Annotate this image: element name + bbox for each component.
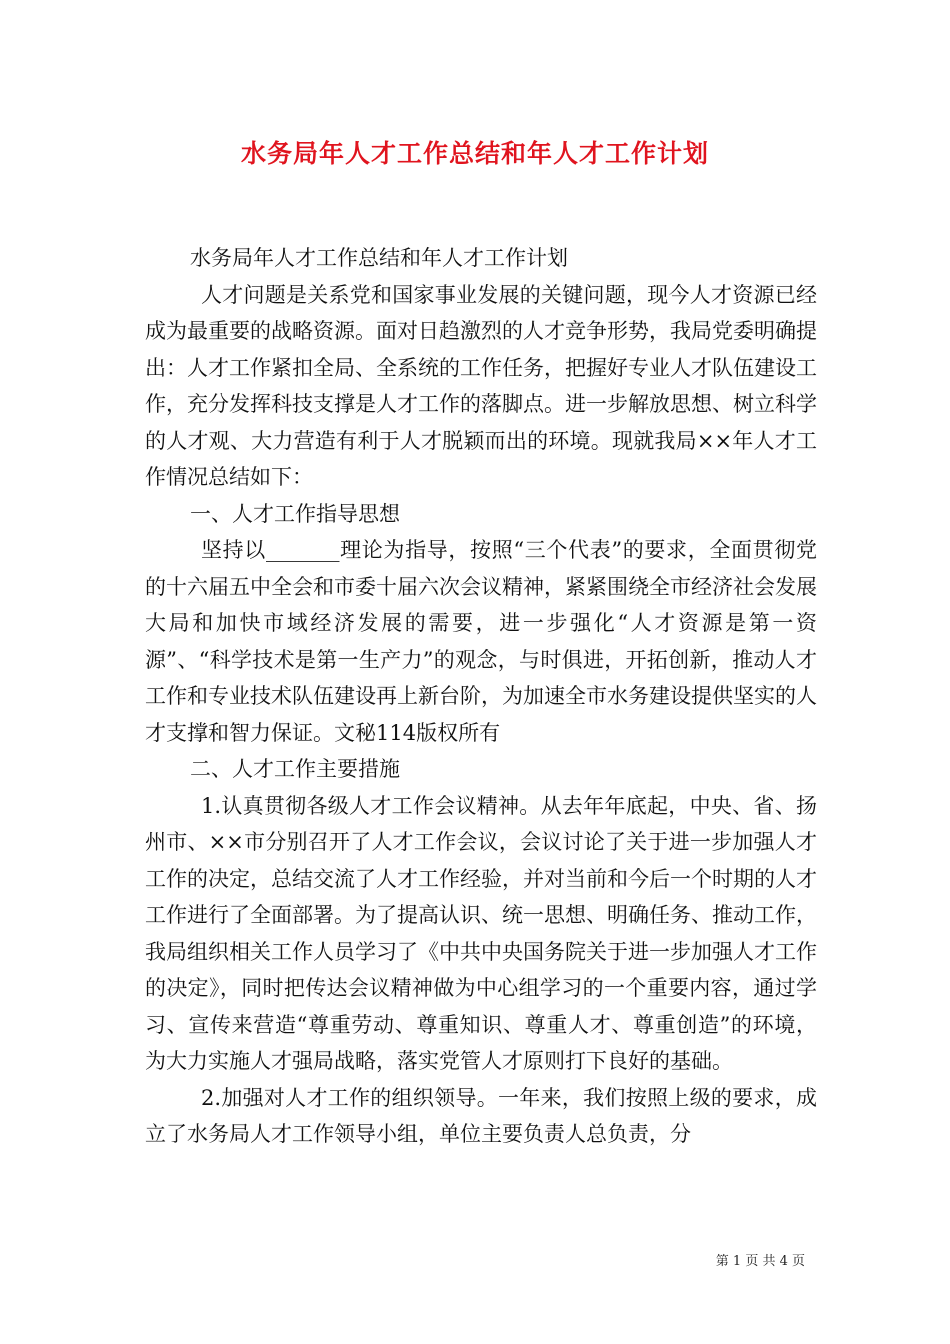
guiding-ideology-paragraph: 坚持以_______理论为指导，按照“三个代表”的要求，全面贯彻党的十六届五中全会和市委十届六次会议精神，紧紧围绕全市经济社会发展大局和加快市域经济发展的需要，进一步强化“人才资源是第一资源”、“科学技术是第一生产力”的观念，与时俱进，开拓创新，推动人才工作和专业技术队伍建设再上新台阶，为加速全市水务建设提供坚实的人才支撑和智力保证。文秘114版权所有 [145,538,817,745]
document-body [145,240,817,1153]
intro-paragraph: 人才问题是关系党和国家事业发展的关键问题，现今人才资源已经成为最重要的战略资源。面对日趋激烈的人才竞争形势，我局党委明确提出：人才工作紧扣全局、全系统的工作任务，把握好专业人才队伍建设工作，充分发挥科技支撑是人才工作的落脚点。进一步解放思想、树立科学的人才观、大力营造有利于人才脱颖而出的环境。现就我局××年人才工作情况总结如下： [145,282,817,489]
measure-item-2: 2.加强对人才工作的组织领导。一年来，我们按照上级的要求，成立了水务局人才工作领导小组，单位主要负责人总负责，分 [145,1085,817,1146]
document-subtitle: 水务局年人才工作总结和年人才工作计划 [190,246,568,270]
section-heading-main-measures: 二、人才工作主要措施 [190,757,400,781]
section-heading-guiding-ideology: 一、人才工作指导思想 [190,501,400,526]
measure-item-1: 1.认真贯彻各级人才工作会议精神。从去年年底起，中央、省、扬州市、××市分别召开了人才工作会议，会议讨论了关于进一步加强人才工作的决定，总结交流了人才工作经验，并对当前和今后一个时期的人才工作进行了全面部署。为了提高认识、统一思想、明确任务、推动工作，我局组织相关工作人员学习了《中共中央国务院关于进一步加强人才工作的决定》，同时把传达会议精神做为中心组学习的一个重要内容，通过学习、宣传来营造“尊重劳动、尊重知识、尊重人才、尊重创造”的环境，为大力实施人才强局战略，落实党管人才原则打下良好的基础。 [145,793,817,1073]
page-number-footer: 第 1 页 共 4 页 [715,1254,805,1269]
document-title: 水务局年人才工作总结和年人才工作计划 [240,139,709,168]
